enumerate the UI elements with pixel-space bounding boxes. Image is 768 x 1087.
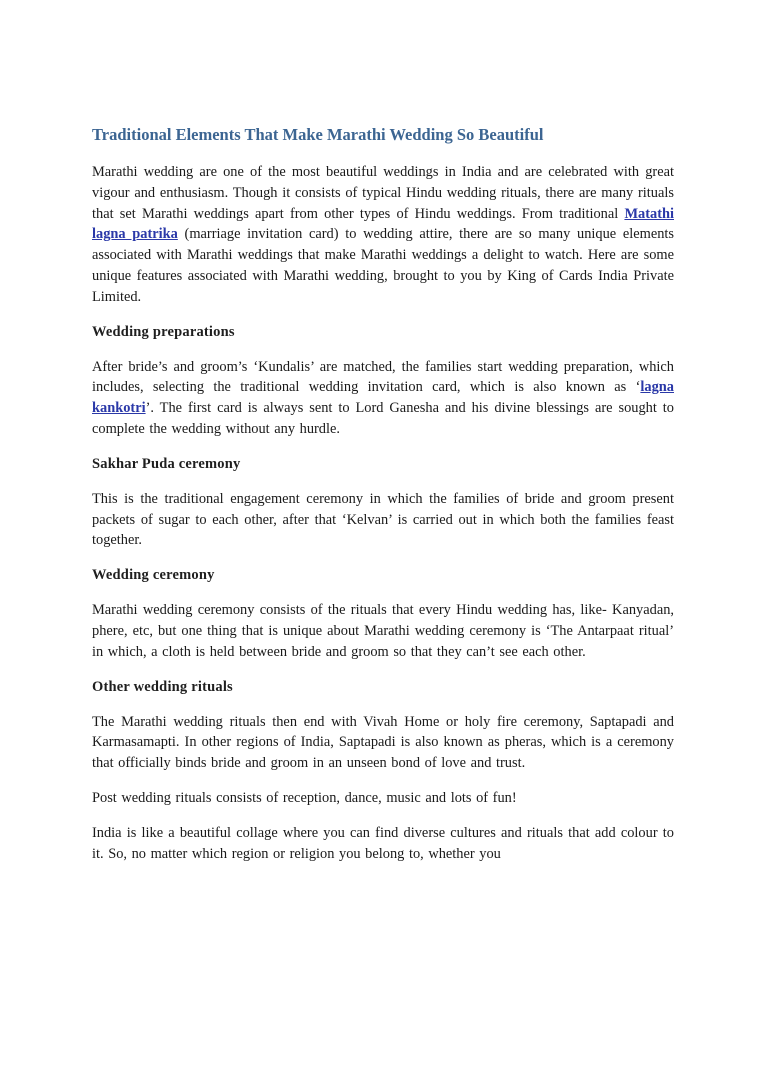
lagna-kankotri-link[interactable]: lagna kankotri bbox=[92, 379, 674, 417]
other-rituals-paragraph: The Marathi wedding rituals then end with Vivah Home or holy fire ceremony, Saptapadi and Karmasamapti. In other regions of India, Saptapadi is also known as pheras, which is a ceremony that officially binds bride and groom in an unseen bond of love and trust. bbox=[92, 713, 674, 772]
document-title: Traditional Elements That Make Marathi Wedding So Beautiful bbox=[92, 125, 544, 144]
preparations-text-before-link: After bride’s and groom’s ‘Kundalis’ are matched, the families start wedding preparation, which includes, selecting the traditional wedding invitation card, which is also known as ‘ bbox=[92, 358, 674, 396]
post-wedding-paragraph: Post wedding rituals consists of reception, dance, music and lots of fun! bbox=[92, 789, 517, 806]
intro-text-after-link: (marriage invitation card) to wedding attire, there are so many unique elements associated with Marathi weddings that make Marathi weddings a delight to watch. Here are some unique features associated with Marathi wedding, brought to you by King of Cards India Private Limited. bbox=[92, 226, 674, 305]
section-heading-wedding-preparations: Wedding preparations bbox=[92, 323, 235, 340]
section-heading-other-rituals: Other wedding rituals bbox=[92, 678, 233, 695]
section-heading-wedding-ceremony: Wedding ceremony bbox=[92, 567, 215, 584]
section-heading-sakhar-puda: Sakhar Puda ceremony bbox=[92, 455, 241, 472]
sakhar-puda-paragraph: This is the traditional engagement ceremony in which the families of bride and groom present packets of sugar to each other, after that ‘Kelvan’ is carried out in which both the families feast together. bbox=[92, 490, 674, 549]
india-collage-paragraph: India is like a beautiful collage where you can find diverse cultures and rituals that add colour to it. So, no matter which region or religion you belong to, whether you bbox=[92, 824, 674, 862]
wedding-preparations-paragraph bbox=[92, 357, 674, 440]
document-body bbox=[92, 124, 674, 864]
wedding-ceremony-paragraph: Marathi wedding ceremony consists of the rituals that every Hindu wedding has, like- Kanyadan, phere, etc, but one thing that is unique about Marathi wedding ceremony is ‘The Antarpaat ritual’ in which, a cloth is held between bride and groom so that they can’t see each other. bbox=[92, 602, 674, 660]
intro-text-before-link: Marathi wedding are one of the most beautiful weddings in India and are celebrated with great vigour and enthusiasm. Though it consists of typical Hindu wedding rituals, there are many rituals that set Marathi weddings apart from other types of Hindu weddings. From traditional bbox=[92, 164, 674, 222]
marathi-lagna-patrika-link[interactable]: Matathi lagna patrika bbox=[92, 205, 674, 243]
preparations-text-after-link: ’. The first card is always sent to Lord Ganesha and his divine blessings are sought to complete the wedding without any hurdle. bbox=[92, 400, 674, 437]
intro-paragraph bbox=[92, 162, 674, 308]
